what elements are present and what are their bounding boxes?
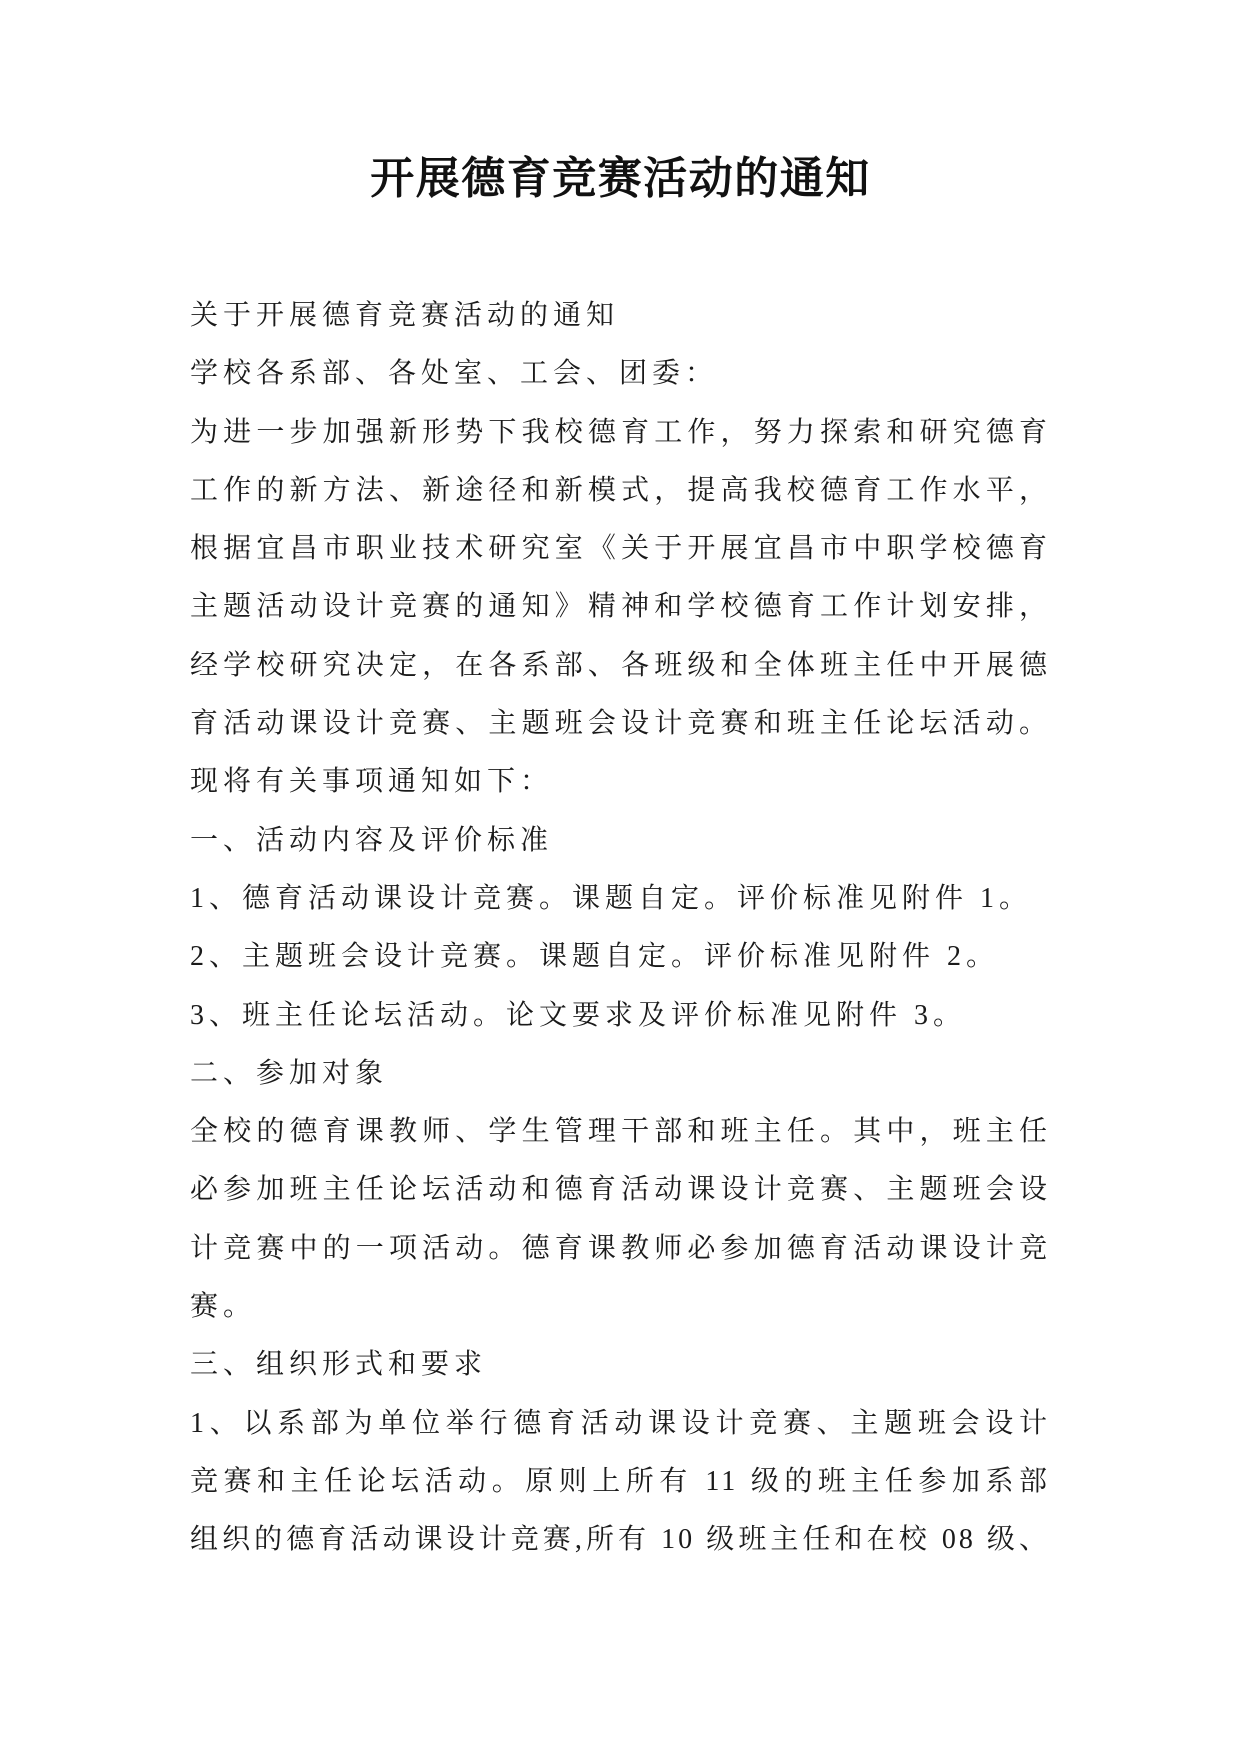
section-line: 全校的德育课教师、学生管理干部和班主任。其中，班主任 bbox=[190, 1116, 1050, 1148]
section-heading: 三、组织形式和要求 bbox=[190, 1349, 488, 1381]
document-body bbox=[190, 287, 1050, 1570]
section-participants bbox=[190, 1045, 1050, 1336]
section-heading: 二、参加对象 bbox=[190, 1057, 389, 1089]
document-title: 开展德育竞赛活动的通知 bbox=[370, 154, 871, 203]
section-line: 必参加班主任论坛活动和德育活动课设计竞赛、主题班会设 bbox=[190, 1174, 1050, 1206]
section-activity-content bbox=[190, 812, 1050, 1045]
intro-line: 主题活动设计竞赛的通知》精神和学校德育工作计划安排， bbox=[190, 591, 1050, 623]
intro-line: 为进一步加强新形势下我校德育工作，努力探索和研究德育 bbox=[190, 416, 1050, 448]
section-line: 竞赛和主任论坛活动。原则上所有 11 级的班主任参加系部 bbox=[190, 1465, 1050, 1497]
intro-line: 根据宜昌市职业技术研究室《关于开展宜昌市中职学校德育 bbox=[190, 533, 1050, 565]
list-item: 1、德育活动课设计竞赛。课题自定。评价标准见附件 1。 bbox=[190, 882, 1033, 914]
section-line: 组织的德育活动课设计竞赛,所有 10 级班主任和在校 08 级、 bbox=[190, 1524, 1050, 1556]
intro-line: 经学校研究决定，在各系部、各班级和全体班主任中开展德 bbox=[190, 649, 1050, 681]
section-line: 计竞赛中的一项活动。德育课教师必参加德育活动课设计竞 bbox=[190, 1232, 1050, 1264]
list-item: 2、主题班会设计竞赛。课题自定。评价标准见附件 2。 bbox=[190, 941, 1000, 973]
intro-line: 工作的新方法、新途径和新模式，提高我校德育工作水平， bbox=[190, 474, 1050, 506]
intro-line: 现将有关事项通知如下： bbox=[190, 766, 554, 798]
section-line: 1、以系部为单位举行德育活动课设计竞赛、主题班会设计 bbox=[190, 1407, 1050, 1439]
section-heading: 一、活动内容及评价标准 bbox=[190, 824, 554, 856]
list-item: 3、班主任论坛活动。论文要求及评价标准见附件 3。 bbox=[190, 999, 967, 1031]
section-organization bbox=[190, 1336, 1050, 1569]
intro-paragraph bbox=[190, 404, 1050, 812]
intro-line: 育活动课设计竞赛、主题班会设计竞赛和班主任论坛活动。 bbox=[190, 708, 1050, 740]
subject-line: 关于开展德育竞赛活动的通知 bbox=[190, 300, 620, 331]
salutation: 学校各系部、各处室、工会、团委： bbox=[190, 358, 719, 390]
section-line: 赛。 bbox=[190, 1291, 257, 1323]
